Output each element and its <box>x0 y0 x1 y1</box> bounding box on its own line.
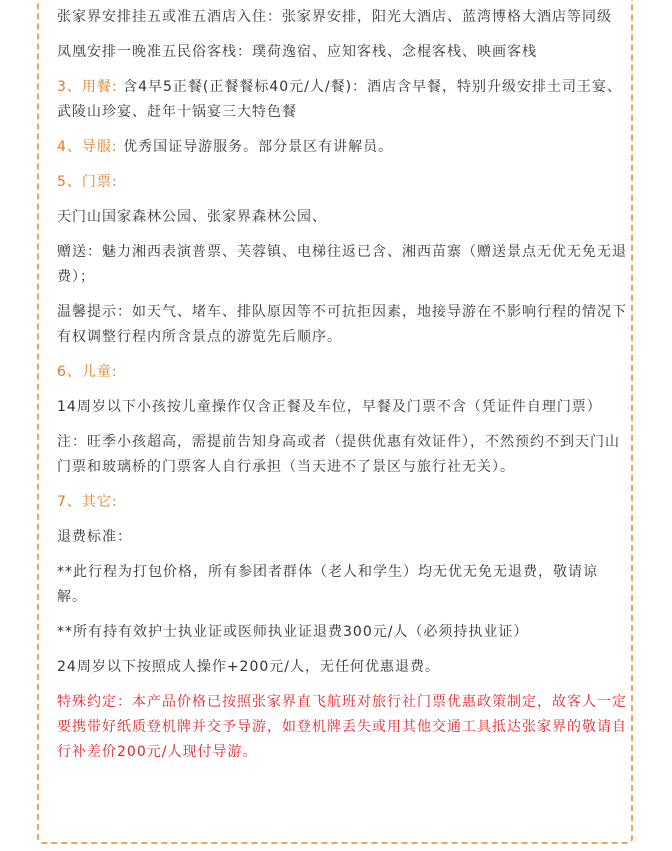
refund-package: **此行程为打包价格，所有参团者群体（老人和学生）均无优无免无退费，敬请谅解。 <box>57 564 598 605</box>
accommodation-zjj: 张家界安排挂五或准五酒店入住：张家界安排，阳光大酒店、蓝湾博格大酒店等同级 <box>57 9 612 25</box>
meals-label: 3、用餐: <box>57 79 118 95</box>
guide-label: 4、导服: <box>57 139 118 155</box>
children-note: 注：旺季小孩超高，需提前告知身高或者（提供优惠有效证件），不然预约不到天门山门票和玻璃桥的门票客人自行承担（当天进不了景区与旅行社无关）。 <box>57 434 620 475</box>
refund-nurse: **所有持有效护士执业证或医师执业证退费300元/人（必须持执业证） <box>57 624 529 640</box>
meals-text: 含4早5正餐(正餐餐标40元/人/餐)：酒店含早餐，特别升级安排土司王宴、武陵山珍宴、赶年十锅宴三大特色餐 <box>57 79 623 120</box>
refund-adult: 24周岁以下按照成人操作+200元/人，无任何优惠退费。 <box>57 659 440 675</box>
guide-paragraph <box>57 135 627 160</box>
tickets-label: 5、门票: <box>57 174 118 190</box>
guide-text: 优秀国证导游服务。部分景区有讲解员。 <box>117 139 394 155</box>
children-policy: 14周岁以下小孩按儿童操作仅含正餐及车位，早餐及门票不含（凭证件自理门票） <box>57 399 602 415</box>
tickets-parks: 天门山国家森林公园、张家界森林公园、 <box>57 209 327 225</box>
tickets-gifts: 赠送：魅力湘西表演普票、芙蓉镇、电梯往返已含、湘西苗寨（赠送景点无优无免无退费）； <box>57 244 627 285</box>
accommodation-fenghuang: 凤凰安排一晚准五民俗客栈：璞荷逸宿、应知客栈、念棍客栈、映画客栈 <box>57 44 537 60</box>
others-label: 7、其它: <box>57 494 118 510</box>
children-label: 6、儿童: <box>57 364 118 380</box>
itinerary-notes <box>57 5 627 765</box>
special-agreement: 特殊约定：本产品价格已按照张家界直飞航班对旅行社门票优惠政策制定，故客人一定要携带好纸质登机牌并交予导游，如登机牌丢失或用其他交通工具抵达张家界的敬请自行补差价200元/人现付导游。 <box>57 694 627 760</box>
meals-paragraph <box>57 75 627 125</box>
tickets-notice: 温馨提示：如天气、堵车、排队原因等不可抗拒因素，地接导游在不影响行程的情况下有权调整行程内所含景点的游览先后顺序。 <box>57 304 627 345</box>
refund-title: 退费标准： <box>57 529 132 545</box>
